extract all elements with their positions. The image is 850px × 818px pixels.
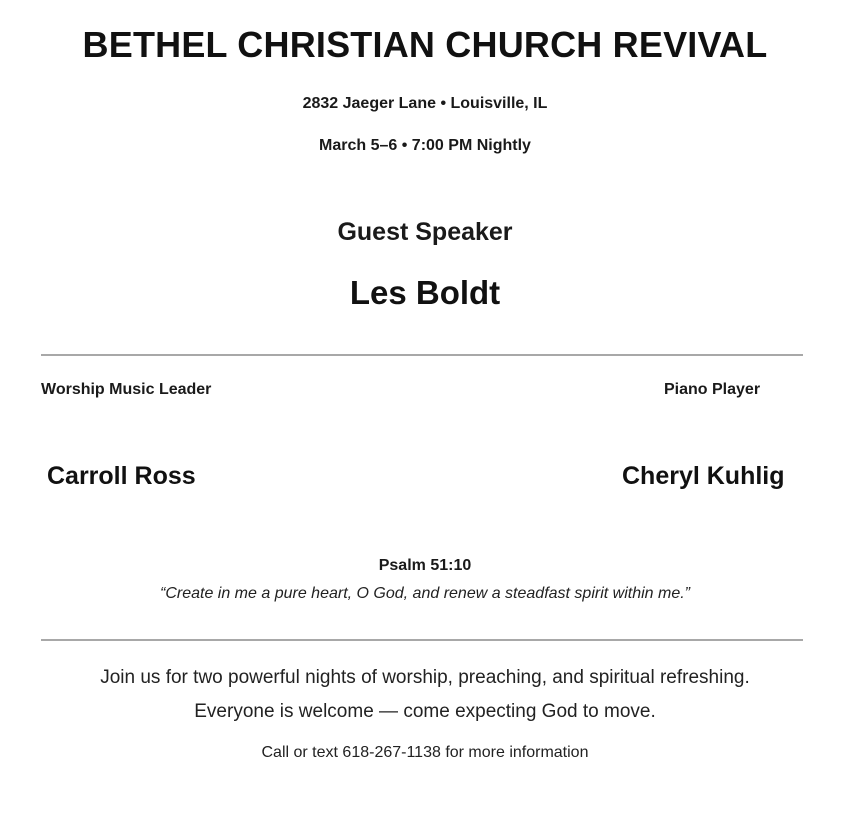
contact-info: Call or text 618-267-1138 for more information: [261, 744, 589, 761]
event-address: 2832 Jaeger Lane • Louisville, IL: [302, 95, 548, 112]
piano-player-role: Piano Player: [664, 381, 761, 398]
guest-speaker-name: Les Boldt: [349, 274, 501, 311]
scripture-quote: “Create in me a pure heart, O God, and renew a steadfast spirit within me.”: [159, 585, 691, 602]
invitation-line-1: Join us for two powerful nights of worship, preaching, and spiritual refreshing.: [100, 667, 750, 688]
invitation-line-2: Everyone is welcome — come expecting God to move.: [194, 701, 656, 722]
event-title: BETHEL CHRISTIAN CHURCH REVIVAL: [82, 24, 768, 65]
bottom-divider: [41, 639, 803, 641]
scripture-reference: Psalm 51:10: [378, 557, 472, 574]
worship-leader-role: Worship Music Leader: [41, 381, 212, 398]
worship-leader-name: Carroll Ross: [47, 462, 196, 490]
event-dates: March 5–6 • 7:00 PM Nightly: [319, 137, 531, 154]
top-divider: [41, 354, 803, 356]
piano-player-name: Cheryl Kuhlig: [622, 462, 785, 490]
guest-speaker-label: Guest Speaker: [337, 218, 513, 246]
